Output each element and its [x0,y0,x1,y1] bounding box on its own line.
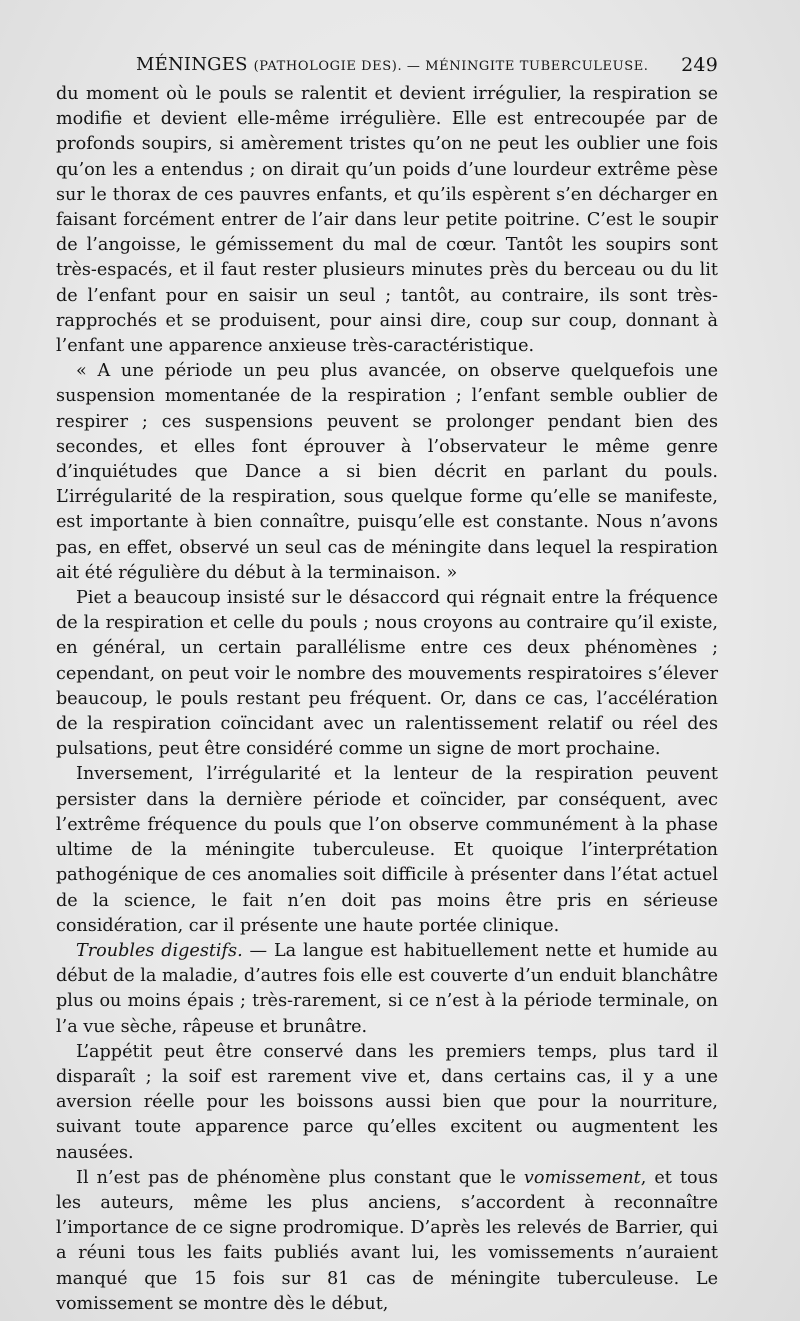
paragraph-1: du moment où le pouls se ralentit et devient irrégulier, la respiration se modifie et devient elle-même irrégulière. Elle est entrecoupée par de profonds soupirs, si amèrement tristes qu’on ne peut les oublier une fois qu’on les a entendus ; on dirait qu’un poids d’une lourdeur extrême pèse sur le thorax de ces pauvres enfants, et qu’ils espèrent s’en décharger en faisant forcément entrer de l’air dans leur petite poitrine. C’est le soupir de l’angoisse, le gémissement du mal de cœur. Tantôt les soupirs sont très-espacés, et il faut rester plusieurs minutes près du berceau ou du lit de l’enfant pour en saisir un seul ; tantôt, au contraire, ils sont très-rapprochés et se produisent, pour ainsi dire, coup sur coup, donnant à l’enfant une apparence anxieuse très-caractéristique. [56,84,718,357]
running-head-title-rest: (PATHOLOGIE DES). — MÉNINGITE TUBERCULEUSE. [253,59,649,74]
running-head-title [136,48,649,84]
paragraph-5 [56,939,718,1040]
paragraph-7-text-after: , et tous les auteurs, même les plus anciens, s’accordent à reconnaître l’importance de ce signe prodromique. D’après les relevés de Barrier, qui a réuni tous les faits publiés avant lui, les vomissements n’auraient manqué que 15 fois sur 81 cas de méningite tuberculeuse. Le vomissement se montre dès le début, [56,1167,718,1314]
paragraph-3: Piet a beaucoup insisté sur le désaccord qui régnait entre la fréquence de la respiration et celle du pouls ; nous croyons au contraire qu’il existe, en général, un certain parallélisme entre ces deux phénomènes ; cependant, on peut voir le nombre des mouvements respiratoires s’élever beaucoup, le pouls restant peu fréquent. Or, dans ce cas, l’accélération de la respiration coïncidant avec un ralentissement relatif ou réel des pulsations, peut être considéré comme un signe de mort prochaine. [56,588,718,760]
paragraph-5-text: — La langue est habituellement nette et humide au début de la maladie, d’autres fois elle est couverte d’un enduit blanchâtre plus ou moins épais ; très-rarement, si ce n’est à la période terminale, on l’a vue sèche, râpeuse et brunâtre. [56,940,718,1037]
paragraph-2: « A une période un peu plus avancée, on observe quelquefois une suspension momentanée de la respiration ; l’enfant semble oublier de respirer ; ces suspensions peuvent se prolonger pendant bien des secondes, et elles font éprouver à l’observateur le même genre d’inquiétudes que Dance a si bien décrit en parlant du pouls. L’irrégularité de la respiration, sous quelque forme qu’elle se manifeste, est importante à bien connaître, puisqu’elle est constante. Nous n’avons pas, en effet, observé un seul cas de méningite dans lequel la respiration ait été régulière du début à la terminaison. » [56,361,718,583]
paragraph-4: Inversement, l’irrégularité et la lenteur de la respiration peuvent persister dans la dernière période et coïncider, par conséquent, avec l’extrême fréquence du pouls que l’on observe communément à la phase ultime de la méningite tuberculeuse. Et quoique l’interprétation pathogénique de ces anomalies soit difficile à présenter dans l’état actuel de la science, le fait n’en doit pas moins être pris en sérieuse considération, car il présente une haute portée clinique. [56,764,718,936]
emphasis-vomissement: vomissement [523,1167,641,1188]
paragraph-6: L’appétit peut être conservé dans les premiers temps, plus tard il disparaît ; la soif est rarement vive et, dans certains cas, il y a une aversion réelle pour les boissons aussi bien que pour la nourriture, suivant toute apparence parce qu’elles excitent ou augmentent les nausées. [56,1041,718,1163]
running-head-title-main: MÉNINGES [136,54,248,75]
paragraph-7 [56,1166,718,1317]
book-page [56,48,718,1317]
paragraph-7-text-before: Il n’est pas de phénomène plus constant que le [76,1167,524,1188]
body-text [56,82,718,1317]
section-heading-troubles-digestifs: Troubles digestifs. [76,940,243,961]
running-head [56,48,718,82]
page-number: 249 [681,54,718,76]
